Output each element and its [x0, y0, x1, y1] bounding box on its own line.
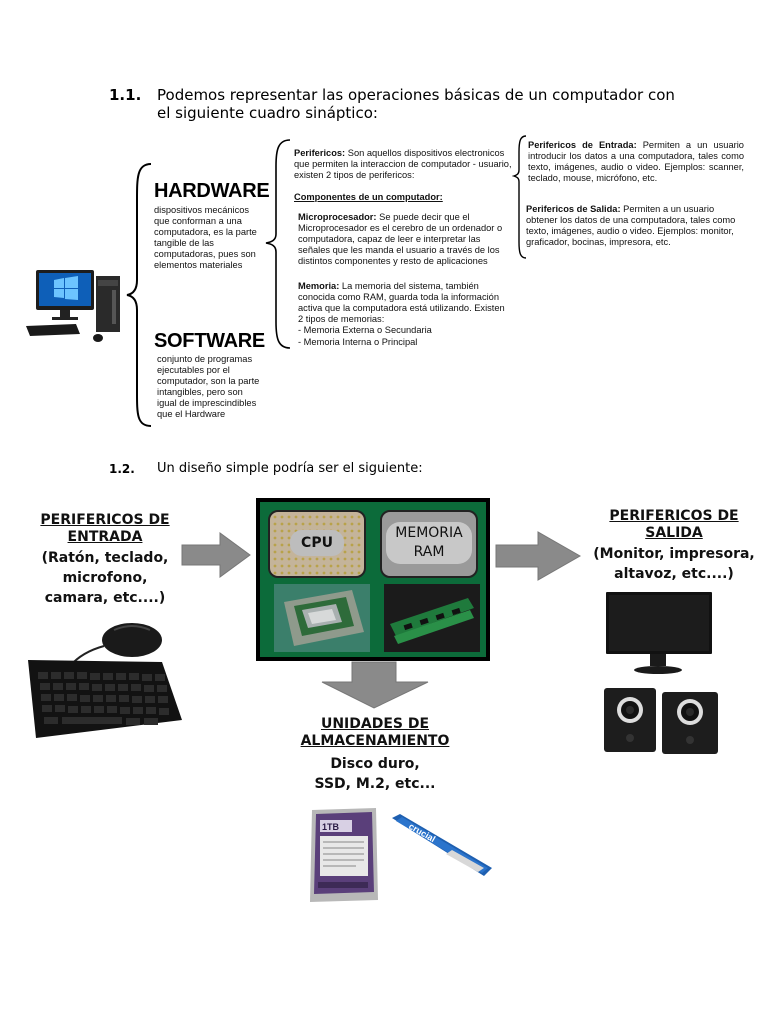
- input-title-line2: ENTRADA: [67, 529, 143, 545]
- desktop-computer-icon: [24, 268, 128, 344]
- microprocesador-text: [298, 212, 510, 267]
- ssd-icon: [386, 812, 496, 882]
- output-title-line1: PERIFERICOS DE: [609, 508, 739, 524]
- cpu-label: CPU: [290, 530, 344, 556]
- salida-desc: Permiten a un usuario obtener los datos de una computadora, tales como texto, imágenes, audio o video. Ejemplos: monitor, graficador, bocinas, impresora, etc.: [526, 204, 736, 247]
- entrada-label: Perifericos de Entrada:: [528, 140, 637, 150]
- processor-photo: [274, 584, 370, 652]
- microprocesador-label: Microprocesador:: [298, 212, 377, 222]
- software-description: conjunto de programas ejecutables por el computador, son la parte intangibles, pero son igual de imprescindibles que el Hardware: [157, 354, 260, 419]
- arrow-cpu-to-storage: [320, 660, 430, 710]
- storage-title-line2: ALMACENAMIENTO: [300, 733, 450, 749]
- arrow-cpu-to-output: [494, 530, 584, 582]
- componentes-heading: Componentes de un computador:: [294, 192, 443, 202]
- hardware-title: HARDWARE: [154, 180, 270, 202]
- storage-title-line1: UNIDADES DE: [320, 716, 430, 732]
- memoria-text: [298, 281, 510, 325]
- storage-sub-line2: SSD, M.2, etc...: [314, 776, 436, 792]
- storage-label: [290, 716, 460, 794]
- main-brace: [125, 160, 155, 430]
- monitor-icon: [604, 590, 714, 678]
- synoptic-chart: [0, 130, 768, 430]
- input-peripherals-label: [30, 512, 180, 608]
- ram-panel: [380, 510, 478, 578]
- hard-drive-icon: [306, 806, 380, 904]
- input-sub-line3: camara, etc....): [44, 590, 166, 606]
- ram-label: [386, 522, 472, 564]
- hardware-description: dispositivos mecánicos que conforman a una computadora, es la parte tangible de las computadoras, pues son elementos materiales: [154, 205, 257, 270]
- perifericos-text: [294, 148, 516, 181]
- hdd-capacity-label: 1TB: [322, 822, 340, 832]
- perifericos-desc: Son aquellos dispositivos electronicos que permiten la interaccion de computador - usuario, existen 2 tipos de perifericos:: [294, 148, 512, 180]
- input-title-line1: PERIFERICOS DE: [40, 512, 170, 528]
- ram-photo: [384, 584, 480, 652]
- memoria-desc: La memoria del sistema, también conocida como RAM, guarda toda la información activa que la computadora está utilizando. Existen 2 tipos de memorias:: [298, 281, 505, 324]
- arrow-input-to-cpu: [180, 530, 252, 580]
- memoria-item-interna: - Memoria Interna o Principal: [298, 337, 418, 347]
- output-title-line2: SALIDA: [645, 525, 703, 541]
- entrada-desc: Permiten a un usuario introducir los datos a una computadora, tales como texto, imágenes, audio o video. Ejemplos: scanner, teclado, mouse, micrófono, etc.: [528, 140, 744, 183]
- hardware-brace: [264, 138, 292, 350]
- speakers-icon: [600, 686, 724, 756]
- cpu-panel: [268, 510, 366, 578]
- memoria-label: Memoria:: [298, 281, 340, 291]
- output-peripherals-label: [584, 508, 764, 584]
- storage-sub-line1: Disco duro,: [330, 756, 420, 772]
- memoria-item-externa: - Memoria Externa o Secundaria: [298, 325, 432, 335]
- section-text-2: Un diseño simple podría ser el siguiente:: [157, 461, 423, 476]
- ssd-brand-label: crucial: [407, 821, 438, 845]
- input-sub-line1: (Ratón, teclado,: [41, 550, 169, 566]
- ram-label-line2: RAM: [413, 544, 445, 560]
- section-text: Podemos representar las operaciones básicas de un computador con el siguiente cuadro sináptico:: [157, 86, 675, 122]
- keyboard-mouse-icon: [22, 620, 192, 750]
- entrada-text: [528, 140, 744, 184]
- section-number-2: 1.2.: [109, 462, 135, 476]
- software-title: SOFTWARE: [154, 330, 265, 352]
- microprocesador-desc: Se puede decir que el Microprocesador es el cerebro de un ordenador o computadora, capaz de leer e interpretar las señales que les manda el usuario a través de los distintos componentes y resto de aplicaciones: [298, 212, 503, 266]
- motherboard-panel: [256, 498, 490, 661]
- output-sub-line1: (Monitor, impresora,: [593, 546, 755, 562]
- section-number: 1.1.: [109, 86, 142, 104]
- input-sub-line2: microfono,: [62, 570, 148, 586]
- salida-text: [526, 204, 744, 248]
- perifericos-label: Perifericos:: [294, 148, 346, 158]
- salida-label: Perifericos de Salida:: [526, 204, 621, 214]
- ram-label-line1: MEMORIA: [395, 525, 463, 541]
- output-sub-line2: altavoz, etc....): [614, 566, 734, 582]
